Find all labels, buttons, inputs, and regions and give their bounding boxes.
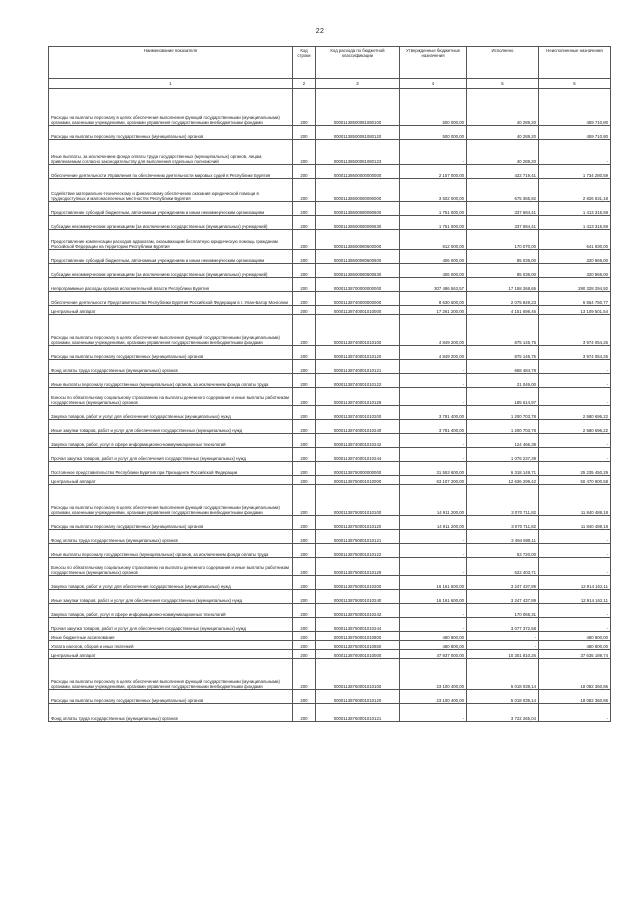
table-row: [49, 230, 611, 250]
row-executed-amount: 1 200 703,78: [467, 406, 539, 420]
col-header-budget-code: Код расхода по бюджетной классификации: [316, 47, 400, 79]
row-remaining-amount: 1 413 315,59: [539, 202, 611, 216]
row-name: Расходы на выплаты персоналу в целях обеспечения выполнения функций государственными (муниципальными) органами, казенными учреждениями, органами управления государственными внебюджетными фондами: [49, 659, 293, 690]
row-executed-amount: 422 719,41: [467, 165, 539, 179]
row-line-code: 200: [293, 434, 316, 448]
row-name: Закупка товаров, работ и услуг для обеспечения государственных (муниципальных) нужд: [49, 406, 293, 420]
row-remaining-amount: 3 974 054,25: [539, 315, 611, 346]
table-row: [49, 434, 611, 448]
table-row: [49, 165, 611, 179]
row-name: Закупка товаров, работ и услуг для обеспечения государственных (муниципальных) нужд: [49, 576, 293, 590]
row-budget-code: 00001138500081080123: [316, 140, 400, 165]
row-line-code: 200: [293, 462, 316, 476]
row-executed-amount: 124 466,39: [467, 434, 539, 448]
row-line-code: 200: [293, 278, 316, 292]
table-row: [49, 306, 611, 315]
row-name: Расходы на выплаты персоналу в целях обеспечения выполнения функций государственными (муниципальными) органами, казенными учреждениями, органами управления государственными внебюджетными фондами: [49, 315, 293, 346]
row-approved-amount: 812 000,00: [400, 230, 467, 250]
table-row: [49, 632, 611, 641]
row-approved-amount: 1 751 000,00: [400, 216, 467, 230]
row-budget-code: 00001138750001010200: [316, 576, 400, 590]
row-remaining-amount: 459 710,80: [539, 89, 611, 126]
row-line-code: 200: [293, 292, 316, 306]
row-remaining-amount: 2 826 631,18: [539, 179, 611, 202]
row-budget-code: 00001138600080090600: [316, 202, 400, 216]
row-approved-amount: 4 849 200,00: [400, 346, 467, 360]
row-executed-amount: 6 318 149,71: [467, 462, 539, 476]
row-budget-code: 00001138750001010100: [316, 485, 400, 516]
row-budget-code: 00001138750001010850: [316, 641, 400, 650]
row-executed-amount: 85 035,00: [467, 250, 539, 264]
row-budget-code: 00001138760001010100: [316, 659, 400, 690]
table-row: [49, 360, 611, 374]
row-budget-code: 00001138740000000000: [316, 292, 400, 306]
row-line-code: 200: [293, 126, 316, 140]
row-approved-amount: -: [400, 618, 467, 632]
row-budget-code: 00001138600080090630: [316, 216, 400, 230]
row-line-code: 200: [293, 165, 316, 179]
row-approved-amount: -: [400, 704, 467, 722]
table-row: [49, 278, 611, 292]
row-line-code: 200: [293, 604, 316, 618]
row-approved-amount: -: [400, 388, 467, 406]
row-remaining-amount: 50 470 900,58: [539, 476, 611, 485]
row-budget-code: 00001138740001010122: [316, 374, 400, 388]
table-row: [49, 315, 611, 346]
row-name: Закупка товаров, работ, услуг в сфере информационно-коммуникационных технологий: [49, 434, 293, 448]
row-approved-amount: -: [400, 558, 467, 576]
row-line-code: 200: [293, 140, 316, 165]
row-budget-code: 00001138600080600000: [316, 230, 400, 250]
row-budget-code: 00001138750001010120: [316, 516, 400, 530]
row-remaining-amount: -: [539, 704, 611, 722]
row-approved-amount: 480 800,00: [400, 641, 467, 650]
table-row: [49, 558, 611, 576]
row-budget-code: 00001138750001010240: [316, 590, 400, 604]
row-approved-amount: -: [400, 530, 467, 544]
row-line-code: 200: [293, 306, 316, 315]
row-name: Иные бюджетные ассигнования: [49, 632, 293, 641]
row-name: Центральный аппарат: [49, 476, 293, 485]
row-approved-amount: 31 553 600,00: [400, 462, 467, 476]
table-row: [49, 264, 611, 278]
row-approved-amount: -: [400, 448, 467, 462]
row-remaining-amount: -: [539, 618, 611, 632]
row-approved-amount: 480 800,00: [400, 632, 467, 641]
row-line-code: 200: [293, 641, 316, 650]
row-line-code: 200: [293, 346, 316, 360]
row-remaining-amount: 12 914 162,11: [539, 576, 611, 590]
row-line-code: 200: [293, 448, 316, 462]
row-remaining-amount: 320 965,00: [539, 250, 611, 264]
row-executed-amount: 875 145,75: [467, 346, 539, 360]
row-name: Расходы на выплаты персоналу государственных (муниципальных) органов: [49, 516, 293, 530]
row-remaining-amount: -: [539, 434, 611, 448]
row-approved-amount: -: [400, 374, 467, 388]
row-budget-code: 00001138740001010244: [316, 448, 400, 462]
row-executed-amount: 170 065,31: [467, 604, 539, 618]
row-name: Центральный аппарат: [49, 650, 293, 659]
row-executed-amount: 3 077 372,58: [467, 618, 539, 632]
row-approved-amount: 406 000,00: [400, 250, 467, 264]
row-line-code: 200: [293, 690, 316, 704]
row-budget-code: 00001138750001010000: [316, 476, 400, 485]
row-line-code: 200: [293, 388, 316, 406]
row-approved-amount: 14 911 200,00: [400, 485, 467, 516]
row-line-code: 200: [293, 659, 316, 690]
row-name: Расходы на выплаты персоналу в целях обеспечения выполнения функций государственными (муниципальными) органами, казенными учреждениями, органами управления государственными внебюджетными фондами: [49, 485, 293, 516]
budget-execution-table: [48, 46, 611, 722]
table-row: [49, 126, 611, 140]
col-number: 5: [467, 79, 539, 89]
row-budget-code: 00001138600000000000: [316, 165, 400, 179]
row-approved-amount: 500 000,00: [400, 89, 467, 126]
row-name: Предоставление субсидий бюджетным, автономным учреждениям и иным некоммерческим организациям: [49, 202, 293, 216]
row-approved-amount: 406 000,00: [400, 264, 467, 278]
row-line-code: 200: [293, 576, 316, 590]
row-name: Обеспечение деятельности Представительства Республики Бурятия Российской Федерации в г. Улан-Батор Монголии: [49, 292, 293, 306]
row-line-code: 200: [293, 544, 316, 558]
row-approved-amount: 8 630 600,00: [400, 292, 467, 306]
row-line-code: 200: [293, 374, 316, 388]
row-line-code: 200: [293, 179, 316, 202]
row-budget-code: 00001138760001010121: [316, 704, 400, 722]
row-name: Расходы на выплаты персоналу государственных (муниципальных) органов: [49, 126, 293, 140]
table-row: [49, 250, 611, 264]
table-row: [49, 530, 611, 544]
row-name: Взносы по обязательному социальному страхованию на выплаты денежного содержания и иные выплаты работникам государственных (муниципальных) органов: [49, 558, 293, 576]
row-remaining-amount: 480 800,00: [539, 632, 611, 641]
header-row: [49, 47, 611, 79]
row-executed-amount: 3 247 437,89: [467, 590, 539, 604]
col-number: 2: [293, 79, 316, 89]
table-row: [49, 388, 611, 406]
col-header-remaining: Неисполненные назначения: [539, 47, 611, 79]
row-line-code: 200: [293, 485, 316, 516]
row-name: Расходы на выплаты персоналу в целях обеспечения выполнения функций государственными (муниципальными) органами, казенными учреждениями, органами управления государственными внебюджетными фондами: [49, 89, 293, 126]
row-executed-amount: 10 301 810,26: [467, 650, 539, 659]
row-name: Постоянное представительство Республики Бурятия при Президенте Российской Федерации: [49, 462, 293, 476]
table-row: [49, 448, 611, 462]
table-row: [49, 292, 611, 306]
col-number: 4: [400, 79, 467, 89]
row-executed-amount: 1 076 237,39: [467, 448, 539, 462]
row-approved-amount: -: [400, 140, 467, 165]
row-line-code: 200: [293, 216, 316, 230]
row-name: Центральный аппарат: [49, 306, 293, 315]
row-approved-amount: -: [400, 434, 467, 448]
table-body: [49, 89, 611, 722]
row-budget-code: 00001138750001010129: [316, 558, 400, 576]
row-remaining-amount: -: [539, 374, 611, 388]
row-budget-code: 00001138600080090000: [316, 179, 400, 202]
row-line-code: 200: [293, 406, 316, 420]
row-name: Предоставление компенсации расходов адвокатам, оказывающим бесплатную юридическую помощь гражданам Российской Федерации на территории Республики Бурятия: [49, 230, 293, 250]
row-budget-code: 00001138740001010121: [316, 360, 400, 374]
row-executed-amount: 2 075 849,23: [467, 292, 539, 306]
table-row: [49, 618, 611, 632]
table-row: [49, 576, 611, 590]
table-row: [49, 179, 611, 202]
row-remaining-amount: -: [539, 604, 611, 618]
row-budget-code: 00001138740001010129: [316, 388, 400, 406]
row-budget-code: 00001138740001010240: [316, 420, 400, 434]
row-executed-amount: 3 247 437,89: [467, 576, 539, 590]
row-approved-amount: 4 849 200,00: [400, 315, 467, 346]
row-remaining-amount: 641 930,00: [539, 230, 611, 250]
row-line-code: 200: [293, 250, 316, 264]
row-remaining-amount: -: [539, 448, 611, 462]
row-budget-code: 00001138750001010122: [316, 544, 400, 558]
row-executed-amount: 337 684,41: [467, 202, 539, 216]
table-row: [49, 140, 611, 165]
row-name: Иные выплаты персоналу государственных (муниципальных) органов, за исключением фонда оплаты труда: [49, 374, 293, 388]
row-approved-amount: 16 161 600,00: [400, 576, 467, 590]
table-row: [49, 420, 611, 434]
table-row: [49, 406, 611, 420]
row-line-code: 200: [293, 516, 316, 530]
row-executed-amount: 85 035,00: [467, 264, 539, 278]
table-row: [49, 89, 611, 126]
row-approved-amount: 14 911 200,00: [400, 516, 467, 530]
row-approved-amount: 3 781 400,00: [400, 406, 467, 420]
row-executed-amount: 3 070 711,82: [467, 516, 539, 530]
table-row: [49, 516, 611, 530]
row-approved-amount: -: [400, 360, 467, 374]
row-executed-amount: 21 046,00: [467, 374, 539, 388]
row-executed-amount: 4 151 698,46: [467, 306, 539, 315]
col-number: 6: [539, 79, 611, 89]
table-row: [49, 374, 611, 388]
row-approved-amount: -: [400, 544, 467, 558]
row-executed-amount: 40 289,20: [467, 89, 539, 126]
table-row: [49, 476, 611, 485]
row-executed-amount: 12 636 299,42: [467, 476, 539, 485]
row-budget-code: 00001138600080600600: [316, 250, 400, 264]
row-line-code: 200: [293, 202, 316, 216]
row-approved-amount: 2 157 000,00: [400, 165, 467, 179]
row-executed-amount: 875 145,75: [467, 315, 539, 346]
row-remaining-amount: -: [539, 530, 611, 544]
row-executed-amount: 2 494 588,11: [467, 530, 539, 544]
row-budget-code: 00001138760001010000: [316, 650, 400, 659]
row-remaining-amount: 320 965,00: [539, 264, 611, 278]
row-name: Обеспечение деятельности Управления по обеспечению деятельности мировых судей в Республике Бурятия: [49, 165, 293, 179]
row-name: Субсидии некоммерческим организациям (за исключением государственных (муниципальных) учреждений): [49, 264, 293, 278]
row-budget-code: 00001138740001010120: [316, 346, 400, 360]
row-line-code: 200: [293, 315, 316, 346]
row-remaining-amount: 480 800,00: [539, 641, 611, 650]
row-name: Непрограммные расходы органов исполнительной власти Республики Бурятия: [49, 278, 293, 292]
row-budget-code: 00001138750001010121: [316, 530, 400, 544]
row-budget-code: 00001138740001010200: [316, 406, 400, 420]
row-remaining-amount: -: [539, 360, 611, 374]
row-name: Взносы по обязательному социальному страхованию на выплаты денежного содержания и иные выплаты работникам государственных (муниципальных) органов: [49, 388, 293, 406]
row-approved-amount: 23 100 400,00: [400, 690, 467, 704]
row-remaining-amount: 2 580 696,22: [539, 420, 611, 434]
column-number-row: [49, 79, 611, 89]
col-header-name: Наименование показателя: [49, 47, 293, 79]
col-header-executed: Исполнено: [467, 47, 539, 79]
row-name: Иные выплаты персоналу государственных (муниципальных) органов, за исключением фонда оплаты труда: [49, 544, 293, 558]
table-row: [49, 202, 611, 216]
row-name: Закупка товаров, работ, услуг в сфере информационно-коммуникационных технологий: [49, 604, 293, 618]
row-approved-amount: 3 502 000,00: [400, 179, 467, 202]
row-executed-amount: -: [467, 632, 539, 641]
row-approved-amount: 23 100 400,00: [400, 659, 467, 690]
row-name: Фонд оплаты труда государственных (муниципальных) органов: [49, 360, 293, 374]
row-remaining-amount: 25 235 450,29: [539, 462, 611, 476]
row-budget-code: 00001138740001010100: [316, 315, 400, 346]
row-executed-amount: 170 070,00: [467, 230, 539, 250]
row-approved-amount: 3 781 400,00: [400, 420, 467, 434]
row-name: Фонд оплаты труда государственных (муниципальных) органов: [49, 704, 293, 722]
row-remaining-amount: 1 413 315,59: [539, 216, 611, 230]
row-executed-amount: 5 018 039,14: [467, 659, 539, 690]
col-number: 1: [49, 79, 293, 89]
row-budget-code: 00001138600080600630: [316, 264, 400, 278]
row-budget-code: 00001138750001010242: [316, 604, 400, 618]
row-budget-code: 00001138700000000000: [316, 278, 400, 292]
row-budget-code: 00001138750001010800: [316, 632, 400, 641]
row-remaining-amount: 2 580 696,22: [539, 406, 611, 420]
row-line-code: 200: [293, 89, 316, 126]
row-executed-amount: 1 200 703,78: [467, 420, 539, 434]
col-number: 3: [316, 79, 400, 89]
row-line-code: 200: [293, 420, 316, 434]
table-row: [49, 641, 611, 650]
row-executed-amount: 5 018 039,14: [467, 690, 539, 704]
row-name: Содействие материально-техническому и финансовому обеспечению оказания юридической помощи в труднодоступных и малонаселенных местностях Республики Бурятия: [49, 179, 293, 202]
row-remaining-amount: -: [539, 558, 611, 576]
row-approved-amount: 307 486 563,57: [400, 278, 467, 292]
table-row: [49, 590, 611, 604]
row-approved-amount: -: [400, 604, 467, 618]
row-remaining-amount: 459 710,80: [539, 126, 611, 140]
row-executed-amount: 337 684,41: [467, 216, 539, 230]
row-line-code: 200: [293, 558, 316, 576]
row-approved-amount: 16 161 600,00: [400, 590, 467, 604]
row-remaining-amount: 12 914 162,11: [539, 590, 611, 604]
row-executed-amount: 40 289,20: [467, 140, 539, 165]
row-executed-amount: 185 614,97: [467, 388, 539, 406]
col-header-approved: Утвержденные бюджетные назначения: [400, 47, 467, 79]
table-row: [49, 485, 611, 516]
row-executed-amount: -: [467, 641, 539, 650]
row-budget-code: 00001138500081080100: [316, 89, 400, 126]
row-executed-amount: 53 720,00: [467, 544, 539, 558]
row-remaining-amount: 11 840 488,18: [539, 485, 611, 516]
row-remaining-amount: 290 328 294,92: [539, 278, 611, 292]
row-line-code: 200: [293, 632, 316, 641]
row-approved-amount: 500 000,00: [400, 126, 467, 140]
table-row: [49, 650, 611, 659]
row-budget-code: 00001138740001010000: [316, 306, 400, 315]
row-name: Прочая закупка товаров, работ и услуг для обеспечения государственных (муниципальных) нужд: [49, 618, 293, 632]
row-remaining-amount: 6 554 750,77: [539, 292, 611, 306]
row-approved-amount: 63 107 200,00: [400, 476, 467, 485]
row-line-code: 200: [293, 360, 316, 374]
row-approved-amount: 17 261 200,00: [400, 306, 467, 315]
row-line-code: 200: [293, 530, 316, 544]
col-header-line-code: Код строки: [293, 47, 316, 79]
row-remaining-amount: -: [539, 388, 611, 406]
table-row: [49, 604, 611, 618]
row-name: Расходы на выплаты персоналу государственных (муниципальных) органов: [49, 690, 293, 704]
row-budget-code: 00001138750001010244: [316, 618, 400, 632]
row-line-code: 200: [293, 704, 316, 722]
row-budget-code: 00001138760001010120: [316, 690, 400, 704]
row-remaining-amount: 11 840 488,18: [539, 516, 611, 530]
row-budget-code: 00001138500081080120: [316, 126, 400, 140]
row-name: Предоставление субсидий бюджетным, автономным учреждениям и иным некоммерческим организациям: [49, 250, 293, 264]
table-row: [49, 216, 611, 230]
row-executed-amount: 675 365,82: [467, 179, 539, 202]
table-row: [49, 690, 611, 704]
row-remaining-amount: 18 082 360,86: [539, 690, 611, 704]
row-executed-amount: 522 403,71: [467, 558, 539, 576]
row-name: Иные закупки товаров, работ и услуг для обеспечения государственных (муниципальных) нужд: [49, 590, 293, 604]
row-budget-code: 00001138740001010242: [316, 434, 400, 448]
row-executed-amount: 668 484,78: [467, 360, 539, 374]
row-name: Уплата налогов, сборов и иных платежей: [49, 641, 293, 650]
row-name: Прочая закупка товаров, работ и услуг для обеспечения государственных (муниципальных) нужд: [49, 448, 293, 462]
row-executed-amount: 17 158 268,65: [467, 278, 539, 292]
table-row: [49, 462, 611, 476]
row-line-code: 200: [293, 590, 316, 604]
row-line-code: 200: [293, 230, 316, 250]
row-name: Иные выплаты, за исключением фонда оплаты труда государственных (муниципальных) органов, лицам, привлекаемым согласно законодательству для выполнения отдельных полномочий: [49, 140, 293, 165]
row-executed-amount: 40 289,20: [467, 126, 539, 140]
row-remaining-amount: 18 082 360,86: [539, 659, 611, 690]
row-name: Субсидии некоммерческим организациям (за исключением государственных (муниципальных) учреждений): [49, 216, 293, 230]
table-row: [49, 659, 611, 690]
row-remaining-amount: -: [539, 140, 611, 165]
row-name: Иные закупки товаров, работ и услуг для обеспечения государственных (муниципальных) нужд: [49, 420, 293, 434]
row-remaining-amount: 3 974 054,25: [539, 346, 611, 360]
row-line-code: 200: [293, 650, 316, 659]
row-name: Фонд оплаты труда государственных (муниципальных) органов: [49, 530, 293, 544]
row-remaining-amount: 1 734 280,59: [539, 165, 611, 179]
row-budget-code: 00001138750000000000: [316, 462, 400, 476]
table-row: [49, 346, 611, 360]
table-row: [49, 544, 611, 558]
row-remaining-amount: 13 109 501,54: [539, 306, 611, 315]
row-approved-amount: 47 937 000,00: [400, 650, 467, 659]
page-number: 22: [315, 28, 325, 35]
table-row: [49, 704, 611, 722]
row-executed-amount: 3 070 711,82: [467, 485, 539, 516]
row-line-code: 200: [293, 264, 316, 278]
row-remaining-amount: -: [539, 544, 611, 558]
row-approved-amount: 1 751 000,00: [400, 202, 467, 216]
row-name: Расходы на выплаты персоналу государственных (муниципальных) органов: [49, 346, 293, 360]
row-executed-amount: 3 722 265,04: [467, 704, 539, 722]
row-line-code: 200: [293, 476, 316, 485]
row-line-code: 200: [293, 618, 316, 632]
row-remaining-amount: 37 635 189,74: [539, 650, 611, 659]
